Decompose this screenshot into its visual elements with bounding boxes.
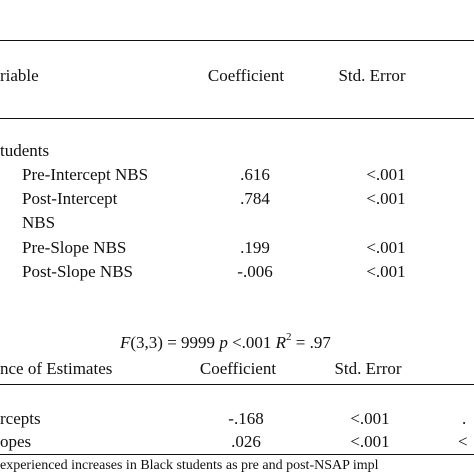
variance-row-stderr: <.001 <box>350 409 390 428</box>
row-stderr: <.001 <box>366 165 406 184</box>
variance-row-stderr: <.001 <box>350 432 390 451</box>
row-coefficient: .784 <box>240 189 270 208</box>
variance-row-coefficient: .026 <box>231 432 261 451</box>
row-stderr: <.001 <box>366 262 406 281</box>
row-stderr: <.001 <box>366 238 406 257</box>
variance-row-label: rcepts <box>0 409 41 428</box>
f-statistic-value: (3,3) = 9999 <box>130 333 216 352</box>
variance-header-coefficient: Coefficient <box>199 359 277 378</box>
row-coefficient: -.006 <box>237 262 273 281</box>
column-header-coefficient: Coefficient <box>207 66 285 85</box>
variance-row-extra: . <box>462 409 467 428</box>
r-squared-value: = .97 <box>291 333 331 352</box>
f-statistic-label: F <box>120 333 131 352</box>
variance-row-extra: < <box>458 432 468 451</box>
r-squared-exponent: 2 <box>286 331 292 344</box>
row-stderr: <.001 <box>366 189 406 208</box>
group-label: tudents <box>0 141 50 160</box>
row-label: Pre-Intercept NBS <box>22 165 149 184</box>
variance-header-stderr: Std. Error <box>334 359 402 378</box>
model-fit-statistics <box>120 333 331 353</box>
table-bottom-rule <box>0 454 474 455</box>
variance-row-coefficient: -.168 <box>228 409 264 428</box>
row-label: Pre-Slope NBS <box>22 238 127 257</box>
row-label: NBS <box>22 213 56 232</box>
r-squared-label: R <box>275 333 287 352</box>
column-header-stderr: Std. Error <box>338 66 406 85</box>
p-value-label: p <box>219 333 228 352</box>
row-coefficient: .199 <box>240 238 270 257</box>
table-top-rule <box>0 40 474 41</box>
table-footnote: experienced increases in Black students as pre and post-NSAP impl <box>0 458 379 473</box>
row-coefficient: .616 <box>240 165 270 184</box>
variance-section-label: nce of Estimates <box>0 359 113 378</box>
column-header-variable: riable <box>0 66 39 85</box>
variance-header-rule <box>0 384 474 385</box>
header-bottom-rule <box>0 118 474 119</box>
p-value: <.001 <box>227 333 276 352</box>
variance-row-label: opes <box>0 432 32 451</box>
row-label: Post-Slope NBS <box>22 262 133 281</box>
row-label: Post-Intercept <box>22 189 118 208</box>
